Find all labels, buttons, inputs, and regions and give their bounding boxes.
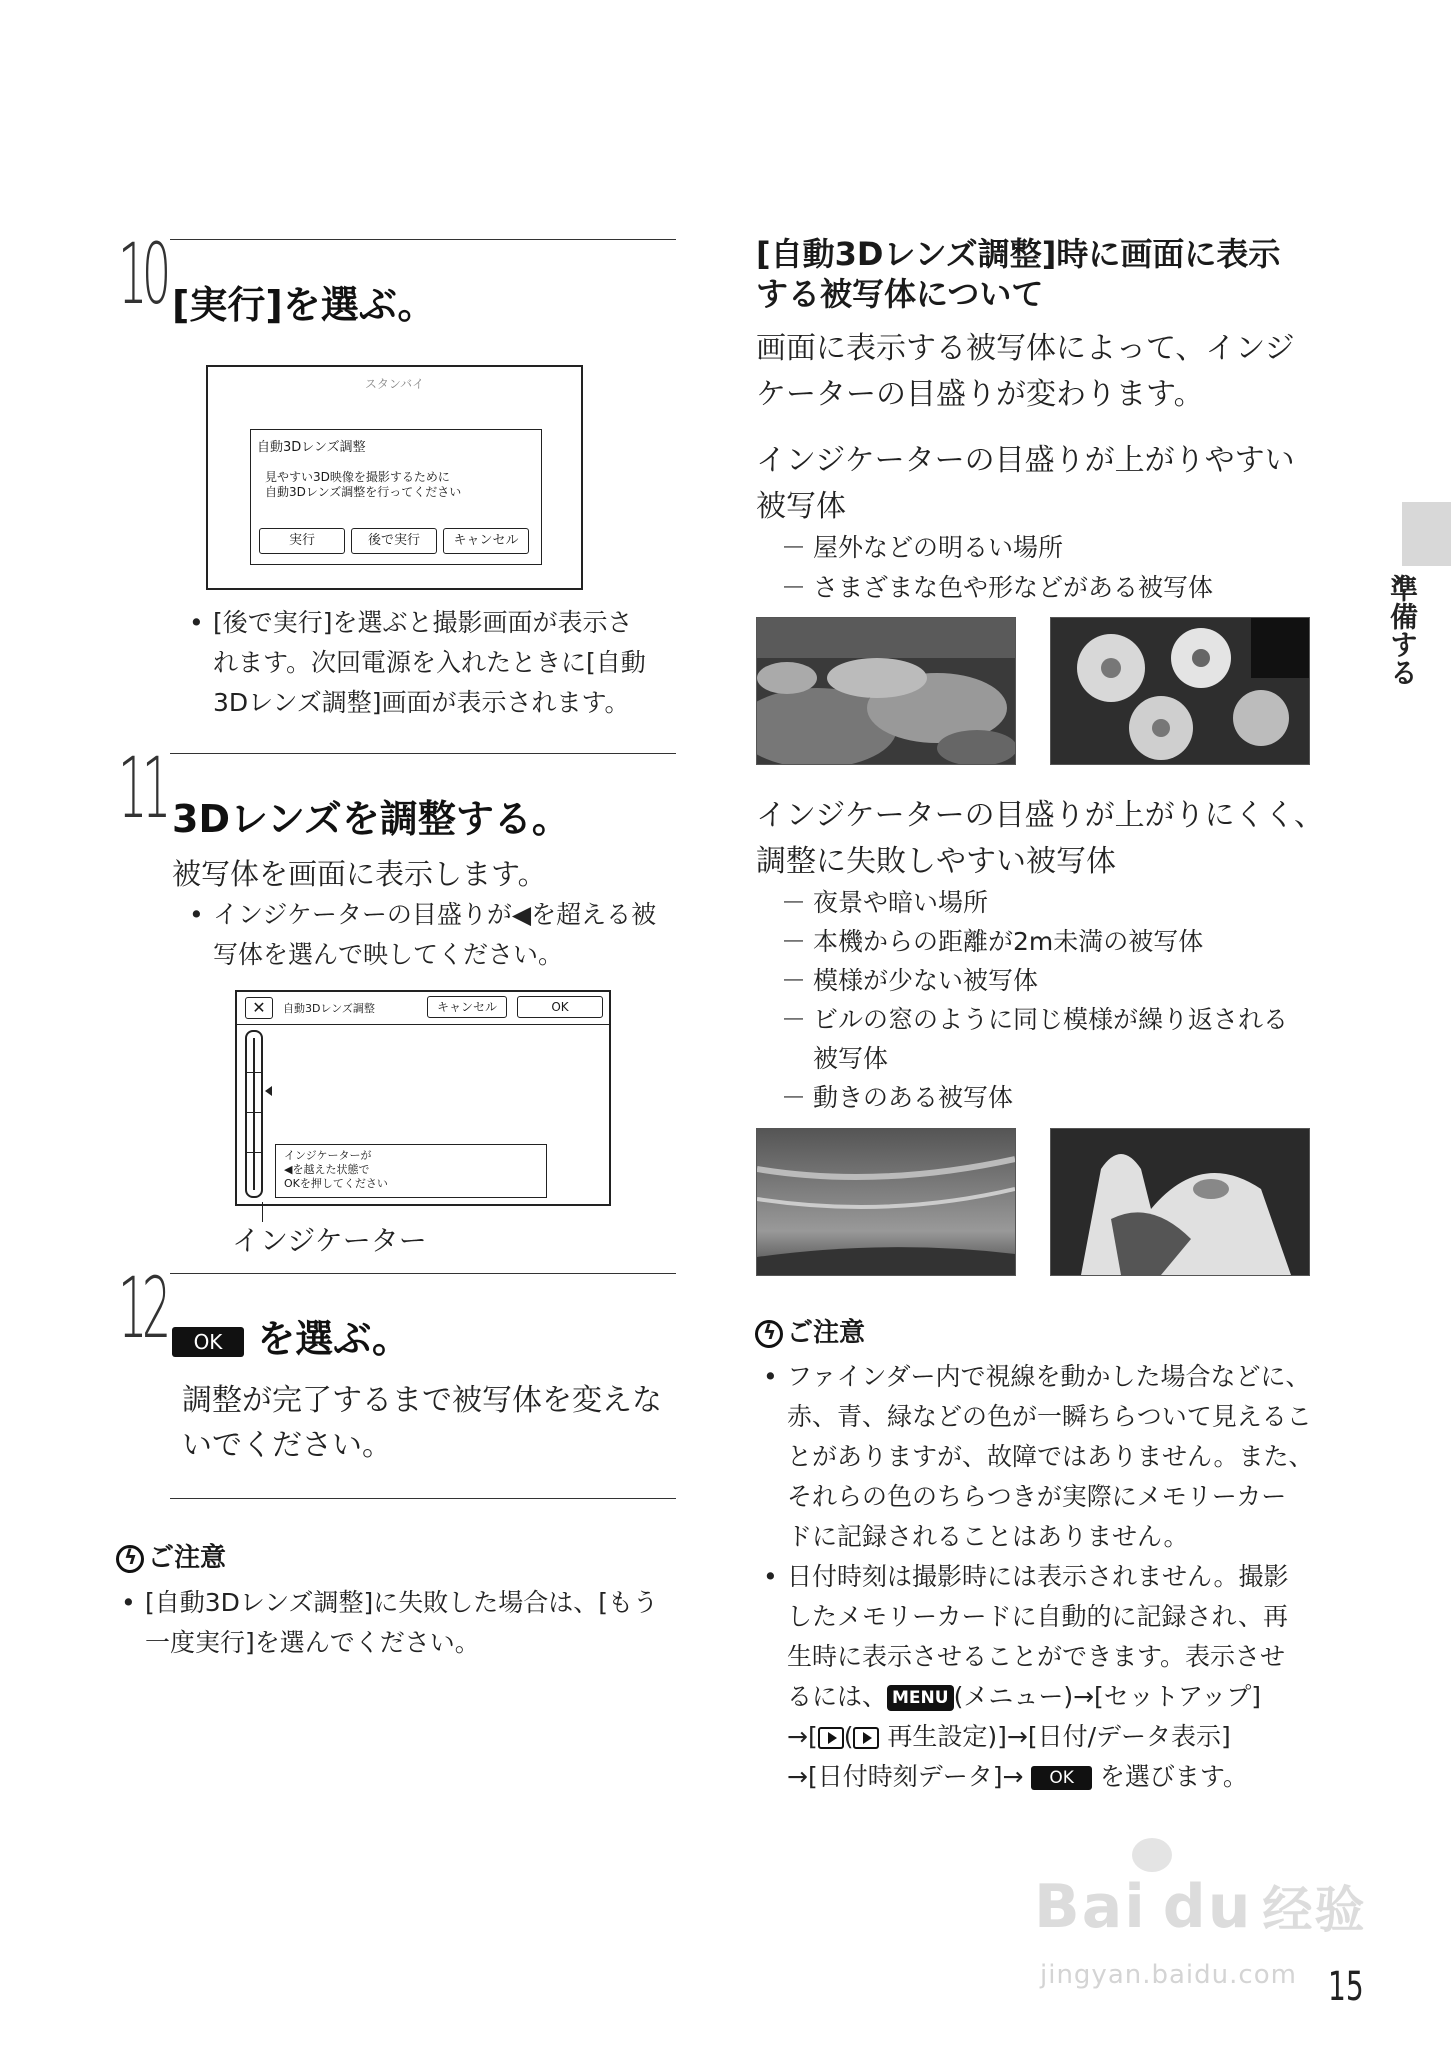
note1-line: とがありますが、故障ではありません。また、 xyxy=(787,1442,1314,1471)
close-icon[interactable]: ✕ xyxy=(245,997,273,1019)
adjust-screen-title: 自動3Dレンズ調整 xyxy=(283,1002,375,1015)
watermark-cn: 经验 xyxy=(1262,1881,1367,1939)
hard-item-continuation: 被写体 xyxy=(813,1044,889,1073)
ok-badge: OK xyxy=(172,1327,244,1357)
indicator-message-box xyxy=(275,1144,547,1198)
note2-line4 xyxy=(787,1677,1261,1717)
hard-title-line1: インジケーターの目盛りが上がりにくく、 xyxy=(756,798,1325,833)
note2-line5 xyxy=(787,1717,1231,1757)
hard-item: － ビルの窓のように同じ模様が繰り返される xyxy=(813,1000,1288,1039)
step-12-title: を選ぶ。 xyxy=(257,1317,410,1361)
step-number-10: 10 xyxy=(118,225,166,323)
easy-title-line1: インジケーターの目盛りが上がりやすい xyxy=(756,443,1295,478)
step-10-bullet-line3: 3Dレンズ調整]画面が表示されます。 xyxy=(213,688,630,717)
hard-title-line2: 調整に失敗しやすい被写体 xyxy=(756,844,1116,879)
step-11-bullet-line2: 写体を選んで映してください。 xyxy=(213,940,564,969)
page-number: 15 xyxy=(1328,1964,1364,2010)
adjust-cancel-button[interactable]: キャンセル xyxy=(427,996,507,1018)
standby-screen xyxy=(206,365,583,590)
left-caution-line1: • [自動3Dレンズ調整]に失敗した場合は、[もう xyxy=(145,1583,658,1623)
note1-line: 赤、青、緑などの色が一瞬ちらついて見えるこ xyxy=(787,1402,1312,1431)
play-icon xyxy=(818,1727,844,1749)
cancel-button[interactable]: キャンセル xyxy=(443,528,529,554)
note1-line: それらの色のちらつきが実際にメモリーカー xyxy=(787,1482,1287,1511)
note2-line: • 日付時刻は撮影時には表示されません。撮影 xyxy=(787,1557,1289,1597)
side-tab-marker xyxy=(1402,502,1451,566)
note2-line4-pre: るには、 xyxy=(787,1682,888,1711)
play-icon xyxy=(853,1727,879,1749)
note2-line4-post: (メニュー)→[セットアップ] xyxy=(953,1682,1262,1711)
right-heading-line2: する被写体について xyxy=(756,275,1044,313)
white-wall-photo xyxy=(1050,1128,1310,1276)
step-10-bullet-line1: • [後で実行]を選ぶと撮影画面が表示さ xyxy=(213,603,633,643)
easy-title-line2: 被写体 xyxy=(756,489,846,524)
ok-badge: OK xyxy=(1031,1766,1092,1790)
side-tab-label: 準備する xyxy=(1386,574,1419,686)
step-12-bottom-rule xyxy=(170,1498,676,1499)
right-caution-heading: ご注意 xyxy=(787,1318,866,1348)
menu-badge: MENU xyxy=(887,1685,954,1711)
left-caution-heading-row xyxy=(116,1537,226,1574)
screen-divider xyxy=(237,1024,609,1025)
indicator-message-line3: OKを押してください xyxy=(284,1177,388,1190)
adjust-screen xyxy=(235,990,611,1206)
caution-icon xyxy=(116,1545,144,1573)
watermark-brand: Bai xyxy=(1034,1872,1147,1942)
indicator-label: インジケーター xyxy=(232,1224,427,1257)
market-photo xyxy=(756,617,1016,765)
dialog-title: 自動3Dレンズ調整 xyxy=(257,440,366,455)
step-10-bullet-line2: れます。次回電源を入れたときに[自動 xyxy=(213,648,646,677)
right-intro-line1: 画面に表示する被写体によって、インジ xyxy=(756,331,1295,366)
watermark-brand2: du xyxy=(1162,1872,1253,1942)
note2-line6 xyxy=(787,1757,1248,1797)
note2-line6-post: を選びます。 xyxy=(1099,1762,1248,1791)
note2-line: 生時に表示させることができます。表示させ xyxy=(787,1642,1286,1671)
step-11-title: 3Dレンズを調整する。 xyxy=(172,797,570,841)
easy-item: － さまざまな色や形などがある被写体 xyxy=(813,568,1213,607)
step-11-bullet-line1: • インジケーターの目盛りが◀を超える被 xyxy=(213,895,656,935)
step-12-body-line1: 調整が完了するまで被写体を変えな xyxy=(182,1383,662,1418)
easy-item: － 屋外などの明るい場所 xyxy=(813,528,1063,567)
indicator-message-line2: ◀を越えた状態で xyxy=(284,1163,370,1176)
baidu-paw-icon xyxy=(1132,1838,1172,1872)
note2-line5-post: 再生設定)]→[日付/データ表示] xyxy=(879,1722,1231,1751)
right-intro-line2: ケーターの目盛りが変わります。 xyxy=(756,377,1204,412)
watermark-url: jingyan.baidu.com xyxy=(1040,1960,1297,1990)
adjust-ok-button[interactable]: OK xyxy=(517,996,603,1018)
hard-item: － 本機からの距離が2m未満の被写体 xyxy=(813,922,1203,961)
baidu-watermark xyxy=(1034,1870,1366,1942)
note1-line: • ファインダー内で視線を動かした場合などに、 xyxy=(787,1357,1311,1397)
step-10-rule xyxy=(170,239,676,240)
dialog-message-line1: 見やすい3D映像を撮影するために xyxy=(265,470,450,484)
step-number-12: 12 xyxy=(118,1259,166,1357)
step-12-body-line2: いでください。 xyxy=(182,1428,392,1463)
indicator-bar xyxy=(245,1030,263,1198)
step-11-body: 被写体を画面に表示します。 xyxy=(172,857,547,891)
caution-icon xyxy=(755,1320,783,1348)
flowers-photo xyxy=(1050,617,1310,765)
step-12-rule xyxy=(170,1273,676,1274)
hard-item: － 夜景や暗い場所 xyxy=(813,883,988,922)
note1-line: ドに記録されることはありません。 xyxy=(787,1522,1189,1551)
step-12-title-row xyxy=(172,1308,410,1363)
note2-line5-pre: →[ xyxy=(787,1722,818,1751)
left-caution-heading: ご注意 xyxy=(148,1543,227,1573)
execute-button[interactable]: 実行 xyxy=(259,528,345,554)
right-caution-heading-row xyxy=(755,1312,865,1349)
execute-later-button[interactable]: 後で実行 xyxy=(351,528,437,554)
hard-item: － 模様が少ない被写体 xyxy=(813,961,1038,1000)
indicator-message-line1: インジケーターが xyxy=(284,1149,372,1162)
indicator-threshold-marker-icon xyxy=(265,1086,272,1096)
left-caution-line2: 一度実行]を選んでください。 xyxy=(145,1628,480,1657)
sky-photo xyxy=(756,1128,1016,1276)
step-number-11: 11 xyxy=(118,739,166,837)
step-10-title: [実行]を選ぶ。 xyxy=(172,283,436,327)
step-11-rule xyxy=(170,753,676,754)
note2-line5-mid: ( xyxy=(843,1722,854,1751)
dialog-box xyxy=(250,429,542,565)
hard-item: － 動きのある被写体 xyxy=(813,1078,1013,1117)
screen-header: スタンバイ xyxy=(364,377,425,391)
dialog-message-line2: 自動3Dレンズ調整を行ってください xyxy=(265,485,462,499)
right-heading-line1: [自動3Dレンズ調整]時に画面に表示 xyxy=(756,235,1281,273)
note2-line6-pre: →[日付時刻データ]→ xyxy=(787,1762,1024,1791)
note2-line: したメモリーカードに自動的に記録され、再 xyxy=(787,1602,1289,1631)
